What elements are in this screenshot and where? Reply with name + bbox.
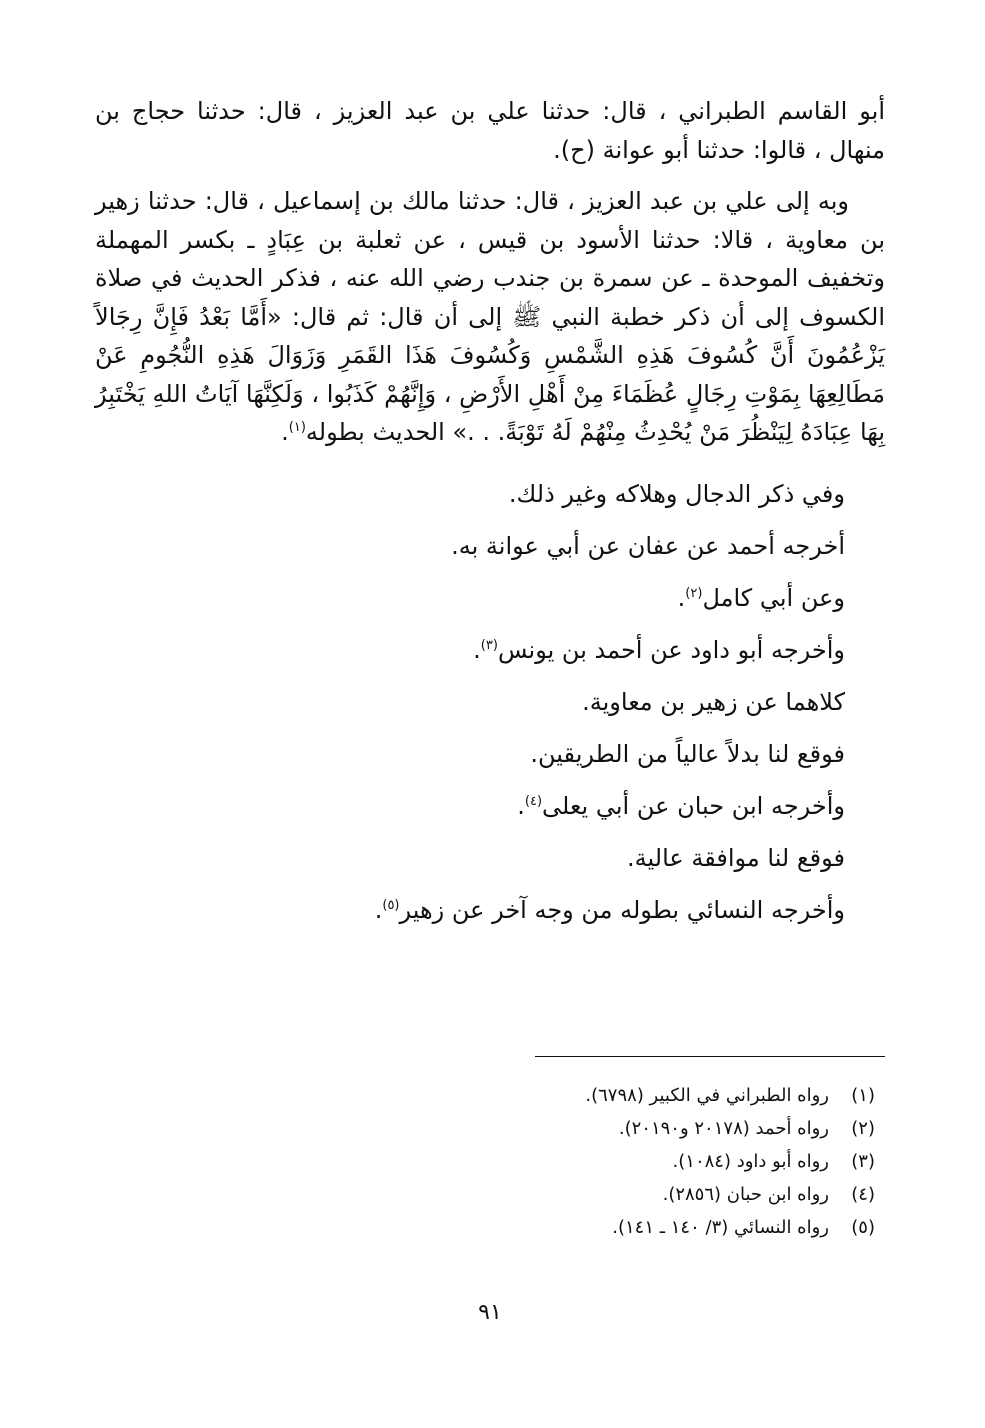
footnote-number: (٥) [851,1217,875,1238]
text-line [95,676,845,728]
footnote-ref-3[interactable]: (٣) [480,637,498,653]
footnote-number: (٣) [851,1151,875,1172]
footnote-ref-5[interactable]: (٥) [382,897,400,913]
footnote-separator [535,1056,885,1057]
line-text: فوقع لنا موافقة عالية. [627,843,845,872]
footnote-item [115,1211,875,1244]
footnote-text: رواه الطبراني في الكبير (٦٧٩٨). [585,1085,829,1106]
text-line [95,832,845,884]
paragraph-isnad: أبو القاسم الطبراني ، قال: حدثنا علي بن عبد العزيز ، قال: حدثنا حجاج بن منهال ، قالوا: حدثنا أبو عوانة (ح). [95,97,885,164]
line-text: وعن أبي كامل [702,583,845,612]
text-line [95,624,845,676]
hadith-text: وبه إلى علي بن عبد العزيز ، قال: حدثنا مالك بن إسماعيل ، قال: حدثنا زهير بن معاوية ، قالا: حدثنا الأسود بن قيس ، عن ثعلبة بن عِبَادٍ ـ بكسر المهملة وتخفيف الموحدة ـ عن سمرة بن جندب رضي الله عنه ، فذكر الحديث في صلاة الكسوف إلى أن ذكر خطبة النبي ﷺ إلى أن قال: ثم قال: «أَمَّا بَعْدُ فَإِنَّ رِجَالاً يَزْعُمُونَ أَنَّ كُسُوفَ هَذِهِ الشَّمْسِ وَكُسُوفَ هَذَا القَمَرِ وَزَوَالَ هَذِهِ النُّجُومِ عَنْ مَطَالِعِهَا بِمَوْتِ رِجَالٍ عُظَمَاءَ مِنْ أَهْلِ الأَرْضِ ، وَإِنَّهُمْ كَذَبُوا ، وَلَكِنَّهَا آيَاتُ اللهِ يَخْتَبِرُ بِهَا عِبَادَهُ لِيَنْظُرَ مَنْ يُحْدِثُ مِنْهُمْ لَهُ تَوْبَةً. . .» الحديث بطوله [95,187,885,446]
page-number: ٩١ [478,1300,502,1325]
footnote-number: (٤) [851,1184,875,1205]
takhrij-lines [95,468,885,936]
text-line [95,884,845,936]
footnote-item [115,1079,875,1112]
line-text: وفي ذكر الدجال وهلاكه وغير ذلك. [508,479,845,508]
line-end: . [374,895,383,924]
text-line [95,728,845,780]
line-end: . [677,583,686,612]
line-text: وأخرجه النسائي بطوله من وجه آخر عن زهير [399,895,845,924]
text-line [95,468,845,520]
text-line [95,780,845,832]
footnote-item [115,1178,875,1211]
line-text: وأخرجه أبو داود عن أحمد بن يونس [497,635,845,664]
line-text: كلاهما عن زهير بن معاوية. [582,687,845,716]
line-text: فوقع لنا بدلاً عالياً من الطريقين. [530,739,845,768]
footnote-ref-1[interactable]: (١) [288,420,306,435]
line-end: . [473,635,481,664]
footnote-number: (١) [851,1085,875,1106]
footnote-text: رواه أبو داود (١٠٨٤). [672,1151,829,1172]
text-line [95,520,845,572]
line-text: أخرجه أحمد عن عفان عن أبي عوانة به. [451,531,845,560]
footnote-item [115,1112,875,1145]
footnotes [115,1079,875,1244]
footnote-text: رواه النسائي (٣/ ١٤٠ ـ ١٤١). [612,1217,829,1238]
paragraph-hadith [95,182,885,452]
hadith-end: . [281,418,289,446]
line-text: وأخرجه ابن حبان عن أبي يعلى [542,791,845,820]
line-end: . [517,791,525,820]
text-line [95,572,845,624]
footnote-ref-4[interactable]: (٤) [524,793,543,809]
footnote-text: رواه ابن حبان (٢٨٥٦). [662,1184,829,1205]
book-page [95,92,885,1412]
footnote-item [115,1145,875,1178]
footnote-ref-2[interactable]: (٢) [685,585,703,601]
footnote-number: (٢) [851,1118,875,1139]
footnote-text: رواه أحمد (٢٠١٧٨ و٢٠١٩٠). [618,1118,829,1139]
